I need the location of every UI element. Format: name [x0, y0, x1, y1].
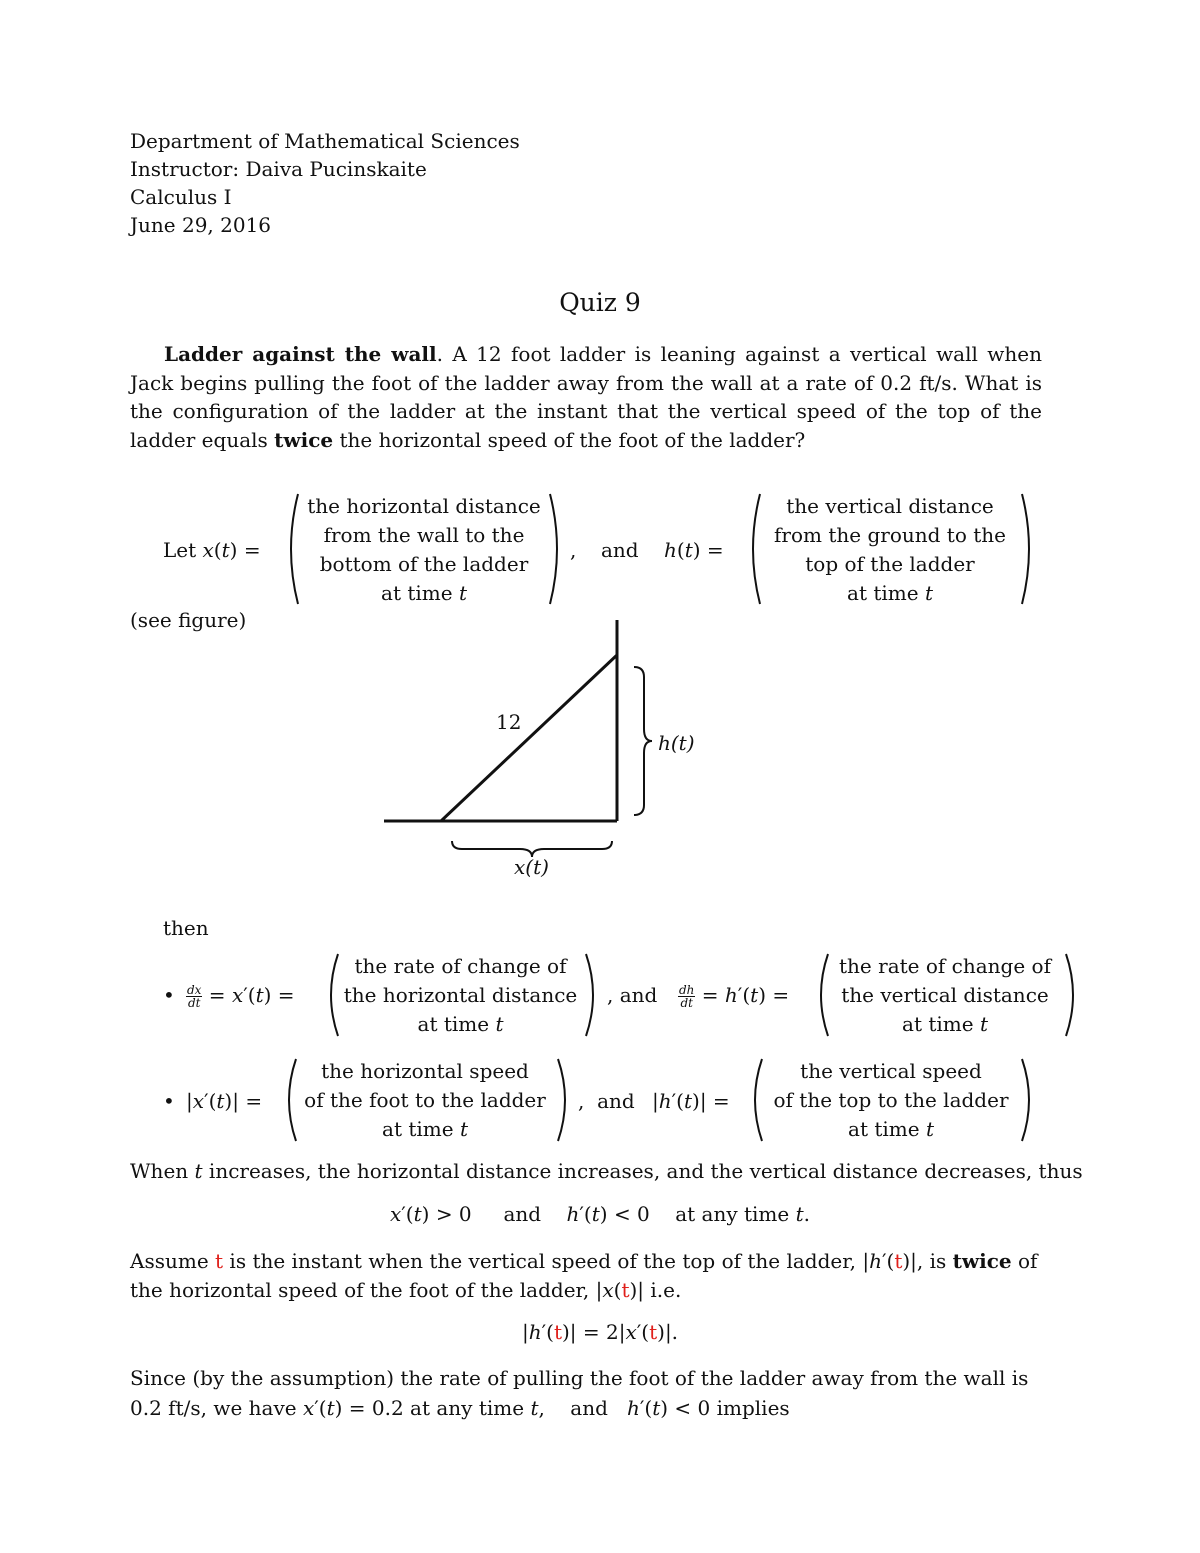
h-def-right-paren — [1018, 492, 1038, 606]
problem-text-2: the horizontal speed of the foot of the ladder? — [333, 427, 806, 452]
bullet2-and: , and — [578, 1089, 635, 1113]
def-comma: , — [570, 538, 577, 562]
assume-line-1: Assume t is the instant when the vertical speed of the top of the ladder, |h′(t)|, is twice of — [130, 1249, 1038, 1273]
quiz-title: Quiz 9 — [559, 288, 641, 317]
x-rate-definition: the rate of change of the horizontal distance at time t — [343, 954, 578, 1036]
date-line: June 29, 2016 — [130, 213, 272, 237]
x-speed-right-paren — [554, 1057, 574, 1143]
instructor-line: Instructor: Daiva Pucinskaite — [130, 157, 427, 181]
dx-dt-expression: $\frac{dx}{dt}$ = x′(t) = — [187, 983, 295, 1010]
bullet1-and: , and — [607, 983, 658, 1007]
since-line-1: Since (by the assumption) the rate of pulling the foot of the ladder away from the wall is — [130, 1366, 1029, 1390]
base-label: x(t) — [514, 855, 549, 879]
height-label: h(t) — [658, 731, 695, 755]
height-brace — [634, 667, 652, 815]
when-line: When t increases, the horizontal distance increases, and the vertical distance decreases, thus — [130, 1159, 1083, 1183]
h-label: h(t) = — [664, 538, 724, 562]
let-x-label: Let x(t) = — [163, 538, 261, 562]
x-definition: the horizontal distance from the wall to the bottom of the ladder at time t — [307, 494, 541, 605]
red-t: t — [215, 1249, 224, 1273]
key-equation: |h′(t)| = 2|x′(t)|. — [521, 1320, 679, 1344]
course-line: Calculus I — [130, 185, 232, 209]
see-figure: (see figure) — [130, 608, 247, 632]
x-rate-right-paren — [582, 952, 602, 1038]
ladder-length-label: 12 — [496, 710, 522, 734]
def-and: and — [601, 538, 639, 562]
x-def-right-paren — [546, 492, 566, 606]
assume-line-2: the horizontal speed of the foot of the ladder, |x(t)| i.e. — [130, 1278, 682, 1302]
problem-statement — [130, 340, 1042, 454]
problem-lead: Ladder against the wall — [164, 342, 437, 366]
abs-h-expression: |h′(t)| = — [652, 1089, 730, 1113]
bullet-1: • — [163, 983, 175, 1007]
x-speed-definition: the horizontal speed of the foot to the ladder at time t — [304, 1059, 546, 1141]
x-def-left-paren — [282, 492, 302, 606]
problem-emph: twice — [274, 427, 334, 452]
dh-dt-expression: $\frac{dh}{dt}$ = h′(t) = — [679, 983, 790, 1010]
then-label: then — [163, 916, 209, 940]
h-speed-right-paren — [1018, 1057, 1038, 1143]
inequality-line: x′(t) > 0 and h′(t) < 0 at any time t. — [389, 1202, 810, 1226]
abs-x-expression: |x′(t)| = — [186, 1089, 263, 1113]
h-rate-definition: the rate of change of the vertical distance at time t — [839, 954, 1051, 1036]
bullet-2: • — [163, 1089, 175, 1113]
h-rate-right-paren — [1062, 952, 1082, 1038]
since-line-2: 0.2 ft/s, we have x′(t) = 0.2 at any time t, and h′(t) < 0 implies — [130, 1396, 790, 1420]
h-speed-definition: the vertical speed of the top to the ladder at time t — [773, 1059, 1009, 1141]
h-definition: the vertical distance from the ground to the top of the ladder at time t — [774, 494, 1006, 605]
department-line: Department of Mathematical Sciences — [130, 129, 520, 153]
problem-text-1: . A 12 foot ladder is leaning against a vertical wall when Jack begins pulling the foot of the ladder away from the wall at a rate of 0.2 ft/s. What is the configuration of the ladder at the instant that the vertical speed of the top of the ladder equals — [130, 342, 1042, 452]
ladder-line — [441, 655, 617, 821]
